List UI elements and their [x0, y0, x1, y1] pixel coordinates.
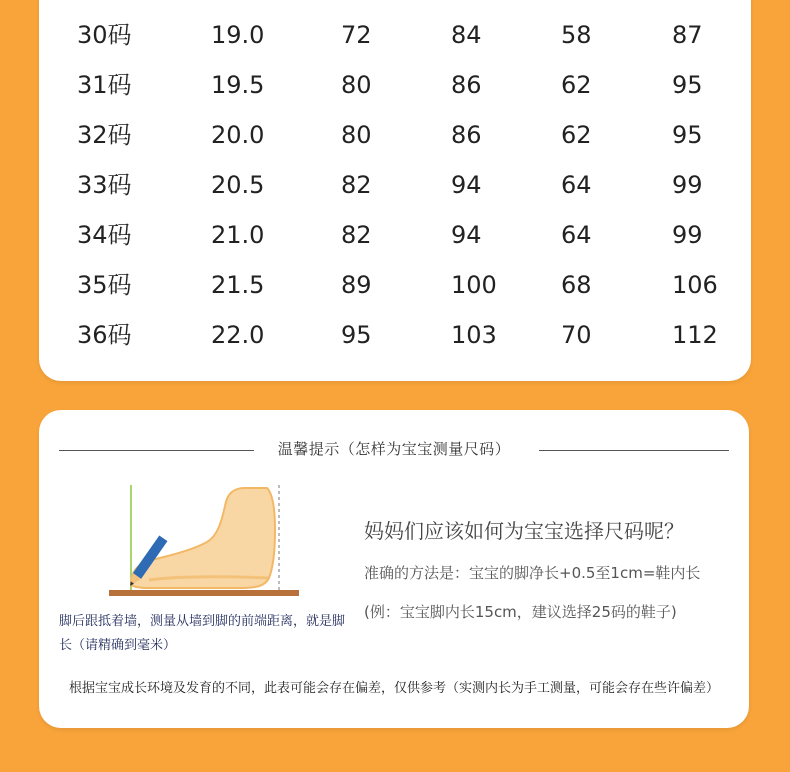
size-cell: 21.5 — [211, 271, 265, 299]
size-cell: 86 — [451, 71, 482, 99]
size-row — [39, 110, 751, 160]
size-row — [39, 10, 751, 60]
size-cell: 34码 — [77, 221, 132, 249]
size-row — [39, 160, 751, 210]
size-cell: 32码 — [77, 121, 132, 149]
size-cell: 33码 — [77, 171, 132, 199]
size-cell: 94 — [451, 171, 482, 199]
title-rule-right — [539, 450, 729, 451]
method-text: 准确的方法是：宝宝的脚净长+0.5至1cm=鞋内长 — [364, 564, 701, 582]
size-cell: 22.0 — [211, 321, 265, 349]
size-cell: 80 — [341, 71, 372, 99]
size-cell: 68 — [561, 271, 592, 299]
size-cell: 35码 — [77, 271, 132, 299]
size-cell: 80 — [341, 121, 372, 149]
size-cell: 99 — [672, 171, 703, 199]
tips-card — [39, 410, 749, 728]
size-cell: 64 — [561, 221, 592, 249]
size-cell: 62 — [561, 71, 592, 99]
size-cell: 95 — [672, 71, 703, 99]
size-cell: 95 — [341, 321, 372, 349]
example-text: (例：宝宝脚内长15cm，建议选择25码的鞋子) — [364, 603, 677, 621]
tips-title: 温馨提示（怎样为宝宝测量尺码） — [277, 440, 511, 458]
size-cell: 103 — [451, 321, 497, 349]
foot-icon — [131, 488, 275, 588]
disclaimer-text: 根据宝宝成长环境及发育的不同，此表可能会存在偏差，仅供参考（实测内长为手工测量，可能会存在些许偏差） — [68, 681, 719, 696]
question-heading: 妈妈们应该如何为宝宝选择尺码呢？ — [364, 519, 684, 543]
size-cell: 100 — [451, 271, 497, 299]
size-cell: 86 — [451, 121, 482, 149]
size-cell: 72 — [341, 21, 372, 49]
size-cell: 36码 — [77, 321, 132, 349]
size-cell: 21.0 — [211, 221, 265, 249]
size-cell: 70 — [561, 321, 592, 349]
size-cell: 106 — [672, 271, 718, 299]
foot-measure-illustration — [89, 480, 359, 600]
size-row — [39, 260, 751, 310]
size-cell: 82 — [341, 221, 372, 249]
size-cell: 82 — [341, 171, 372, 199]
size-cell: 64 — [561, 171, 592, 199]
size-row — [39, 210, 751, 260]
size-cell: 31码 — [77, 71, 132, 99]
size-cell: 84 — [451, 21, 482, 49]
size-cell: 95 — [672, 121, 703, 149]
size-table-card — [39, 0, 751, 381]
size-cell: 89 — [341, 271, 372, 299]
size-cell: 58 — [561, 21, 592, 49]
size-cell: 19.0 — [211, 21, 265, 49]
foot-caption: 脚后跟抵着墙，测量从墙到脚的前端距离，就是脚长（请精确到毫米） — [59, 614, 346, 653]
size-cell: 62 — [561, 121, 592, 149]
floor-icon — [109, 590, 299, 596]
size-cell: 20.0 — [211, 121, 265, 149]
size-cell: 19.5 — [211, 71, 265, 99]
size-cell: 99 — [672, 221, 703, 249]
size-cell: 94 — [451, 221, 482, 249]
size-row — [39, 310, 751, 360]
size-row — [39, 60, 751, 110]
size-cell: 20.5 — [211, 171, 265, 199]
size-cell: 112 — [672, 321, 718, 349]
size-cell: 30码 — [77, 21, 132, 49]
size-cell: 87 — [672, 21, 703, 49]
